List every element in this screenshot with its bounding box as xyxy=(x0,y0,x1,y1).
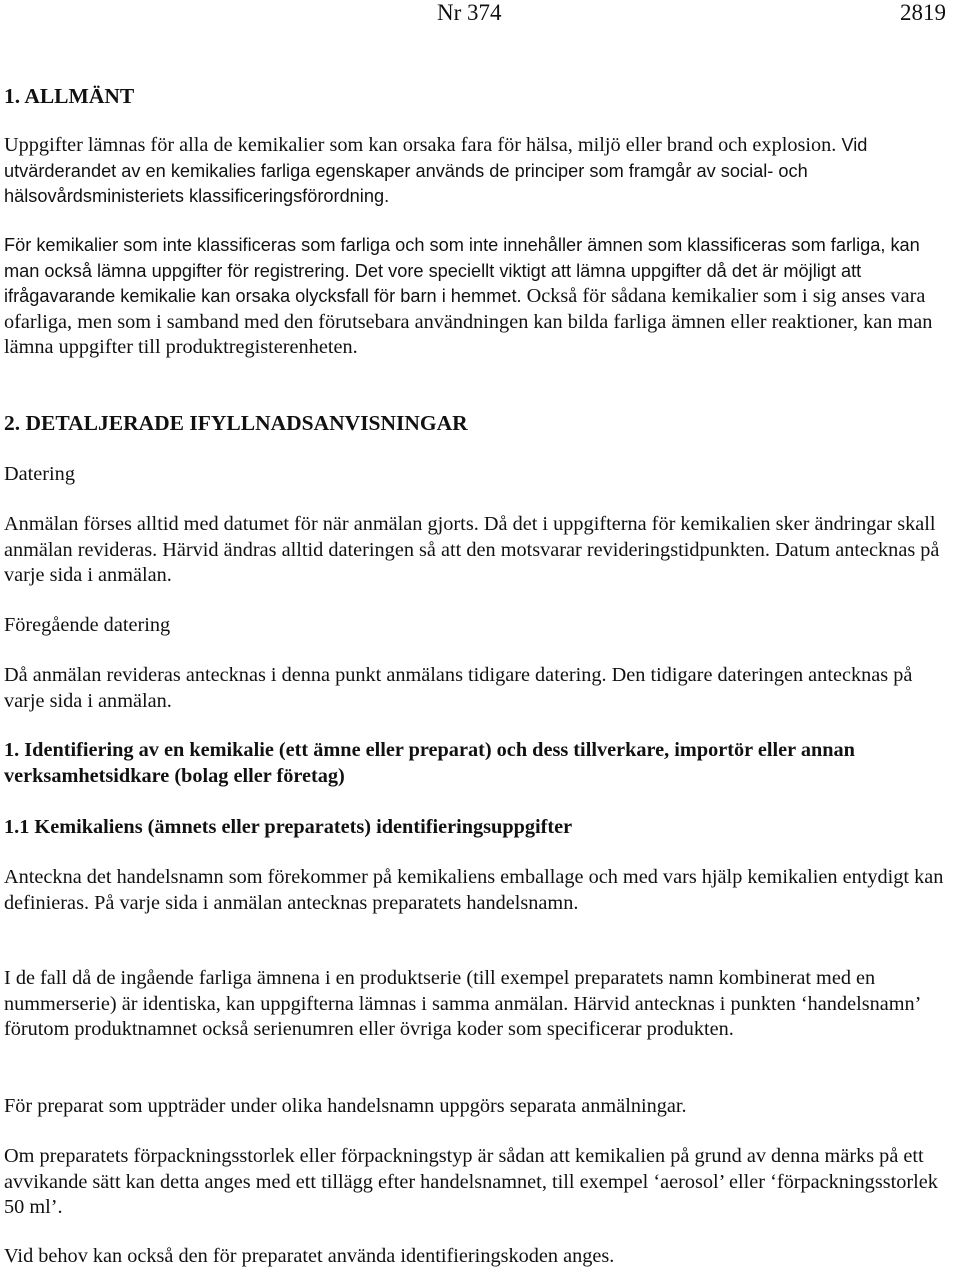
paragraph-text: Också för sådana kemikalier som i sig anses vara ofarliga, men som i samband med den förutsebara användningen kan bilda farliga ämnen eller reaktioner, kan man lämna uppgifter till produktregisterenheten. xyxy=(4,285,933,359)
section-heading-detaljerade: 2. DETALJERADE IFYLLNADSANVISNINGAR xyxy=(4,411,468,435)
paragraph-allmant-1 xyxy=(4,133,956,210)
section-heading-allmant: 1. ALLMÄNT xyxy=(4,84,135,108)
paragraph-text: För kemikalier som inte klassificeras som farliga och som inte innehåller ämnen som klassificeras som farliga, kan man också lämna uppgifter för registrering. Det vore speciellt viktigt att lämna uppgifter då det är möjligt att ifrågavarande kemikalie kan orsaka olycksfall för barn i hemmet. xyxy=(4,235,920,307)
paragraph-text: Uppgifter lämnas för alla de kemikalier som kan orsaka fara för hälsa, miljö eller brand och explosion. xyxy=(4,134,842,156)
paragraph-text: I de fall då de ingående farliga ämnena i en produktserie (till exempel preparatets namn kombinerat med en nummerserie) är identiska, kan uppgifterna lämnas i samma anmälan. xyxy=(4,967,876,1015)
subheading-datering: Datering xyxy=(4,463,75,485)
paragraph-text: Då det i uppgifterna för kemikalien sker ändringar skall anmälan revideras. Härvid ändras alltid dateringen så att den motsvarar revideringstidpunkten. Datum antecknas på varje sida i anmälan. xyxy=(4,513,940,587)
paragraph-foregaende-datering xyxy=(4,663,956,714)
paragraph-datering xyxy=(4,512,956,589)
paragraph-text: Då anmälan revideras antecknas i denna punkt anmälans tidigare datering. xyxy=(4,664,612,686)
paragraph-handelsnamn xyxy=(4,865,956,916)
heading-identifieringsuppgifter: 1.1 Kemikaliens (ämnets eller preparatets) identifieringsuppgifter xyxy=(4,816,573,838)
paragraph-separata-anmalningar: För preparat som uppträder under olika handelsnamn uppgörs separata anmälningar. xyxy=(4,1095,687,1117)
paragraph-text: Härvid antecknas i punkten ‘handelsnamn’ förutom produktnamnet också serienumren eller övriga koder som specificerar produkten. xyxy=(4,992,920,1041)
paragraph-allmant-2 xyxy=(4,233,956,361)
paragraph-text: På varje sida i anmälan antecknas preparatets handelsnamn. xyxy=(94,891,579,914)
paragraph-text: Vid utvärderandet av en kemikalies farliga egenskaper används de principer som framgår av social- och hälsovårdsministeriets klassificeringsförordning. xyxy=(4,135,868,207)
issue-number: Nr 374 xyxy=(437,0,502,25)
paragraph-identifieringskod: Vid behov kan också den för preparatet använda identifieringskoden anges. xyxy=(4,1245,615,1267)
page-number: 2819 xyxy=(900,0,946,25)
paragraph-text: Den tidigare dateringen antecknas på varje sida i anmälan. xyxy=(4,664,913,712)
heading-identifiering: 1. Identifiering av en kemikalie (ett ämne eller preparat) och dess tillverkare, importör eller annan verksamhetsidkare (bolag eller företag) xyxy=(4,739,855,787)
paragraph-produktserie xyxy=(4,966,956,1043)
paragraph-forpackning: Om preparatets förpackningsstorlek eller förpackningstyp är sådan att kemikalien på grund av denna märks på ett avvikande sätt kan detta anges med ett tillägg efter handelsnamnet, till exempel ‘aerosol’ eller ‘förpackningsstorlek 50 ml’. xyxy=(4,1145,938,1219)
paragraph-text: Anteckna det handelsnamn som förekommer på kemikaliens emballage och med vars hjälp kemikalien entydigt kan definieras. xyxy=(4,866,944,914)
paragraph-text: Anmälan förses alltid med datumet för när anmälan gjorts. xyxy=(4,513,484,535)
subheading-foregaende-datering: Föregående datering xyxy=(4,614,171,636)
